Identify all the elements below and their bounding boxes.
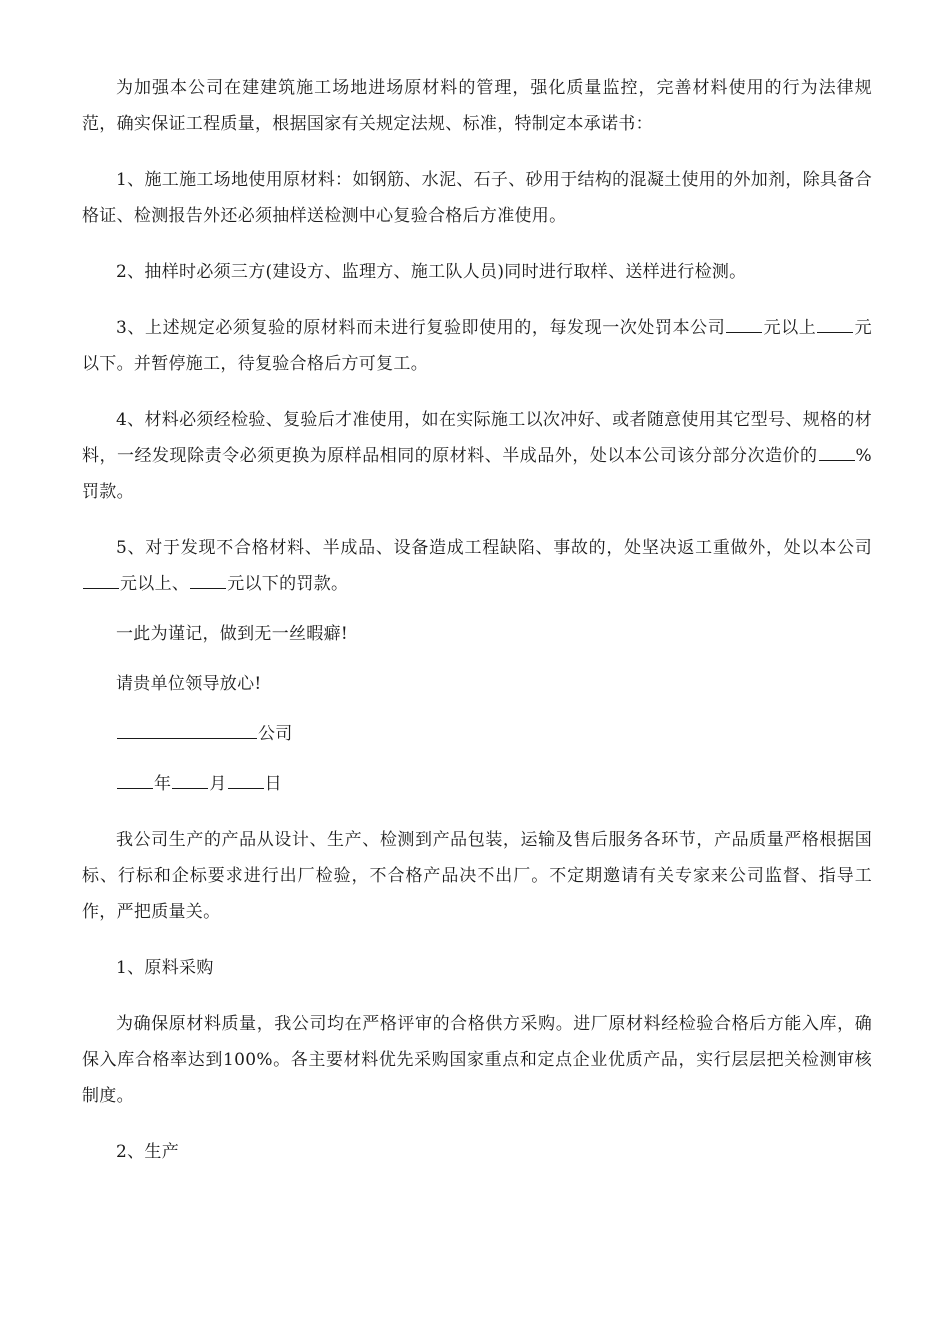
intro-paragraph: 为加强本公司在建建筑施工场地进场原材料的管理，强化质量监控，完善材料使用的行为法律规范，确实保证工程质量，根据国家有关规定法规、标准，特制定本承诺书： (82, 78, 872, 134)
penalty-max-blank (817, 315, 853, 333)
section-1-title: 1、原料采购 (116, 958, 214, 978)
fine-max-blank (190, 571, 226, 589)
item-2-paragraph: 2、抽样时必须三方(建设方、监理方、施工队人员)同时进行取样、送样进行检测。 (116, 262, 747, 282)
section-2-title: 2、生产 (116, 1142, 180, 1162)
signature-line (82, 716, 872, 752)
date-line (82, 766, 872, 802)
fine-min-blank (83, 571, 119, 589)
day-blank (228, 771, 264, 789)
penalty-percent-blank (819, 443, 855, 461)
closing-line-2: 请贵单位领导放心! (116, 674, 262, 694)
item-5-text-3: 元以下的罚款。 (227, 574, 349, 594)
item-4-text-1: 4、材料必须经检验、复验后才准使用，如在实际施工以次冲好、或者随意使用其它型号、规格的材料，一经发现除责令必须更换为原样品相同的原材料、半成品外，处以本公司该分部分次造价的 (82, 410, 872, 466)
section-1-body: 为确保原材料质量，我公司均在严格评审的合格供方采购。进厂原材料经检验合格后方能入库，确保入库合格率达到100%。各主要材料优先采购国家重点和定点企业优质产品，实行层层把关检测审核制度。 (82, 1014, 872, 1106)
month-blank (172, 771, 208, 789)
item-4-text-2: %罚款。 (82, 446, 872, 502)
year-label: 年 (154, 774, 172, 794)
quality-paragraph: 我公司生产的产品从设计、生产、检测到产品包装，运输及售后服务各环节，产品质量严格根据国标、行标和企标要求进行出厂检验，不合格产品决不出厂。不定期邀请有关专家来公司监督、指导工作，严把质量关。 (82, 830, 872, 922)
company-suffix: 公司 (258, 724, 293, 744)
item-3-paragraph (82, 310, 872, 382)
penalty-min-blank (726, 315, 762, 333)
closing-line-1: 一此为谨记，做到无一丝暇癖! (116, 624, 349, 644)
item-5-text-2: 元以上、 (120, 574, 190, 594)
year-blank (117, 771, 153, 789)
day-label: 日 (264, 774, 282, 794)
company-name-blank (117, 721, 257, 739)
item-3-text-1: 3、上述规定必须复验的原材料而未进行复验即使用的，每发现一次处罚本公司 (116, 318, 726, 338)
item-5-text-1: 5、对于发现不合格材料、半成品、设备造成工程缺陷、事故的，处坚决返工重做外，处以本公司 (116, 538, 872, 558)
month-label: 月 (209, 774, 227, 794)
item-1-paragraph: 1、施工施工场地使用原材料：如钢筋、水泥、石子、砂用于结构的混凝土使用的外加剂，除具备合格证、检测报告外还必须抽样送检测中心复验合格后方准使用。 (82, 170, 872, 226)
item-5-paragraph (82, 530, 872, 602)
item-3-text-3: 元以下。并暂停施工，待复验合格后方可复工。 (82, 318, 872, 374)
item-3-text-2: 元以上 (763, 318, 817, 338)
document-page (82, 70, 872, 1170)
item-4-paragraph (82, 402, 872, 510)
